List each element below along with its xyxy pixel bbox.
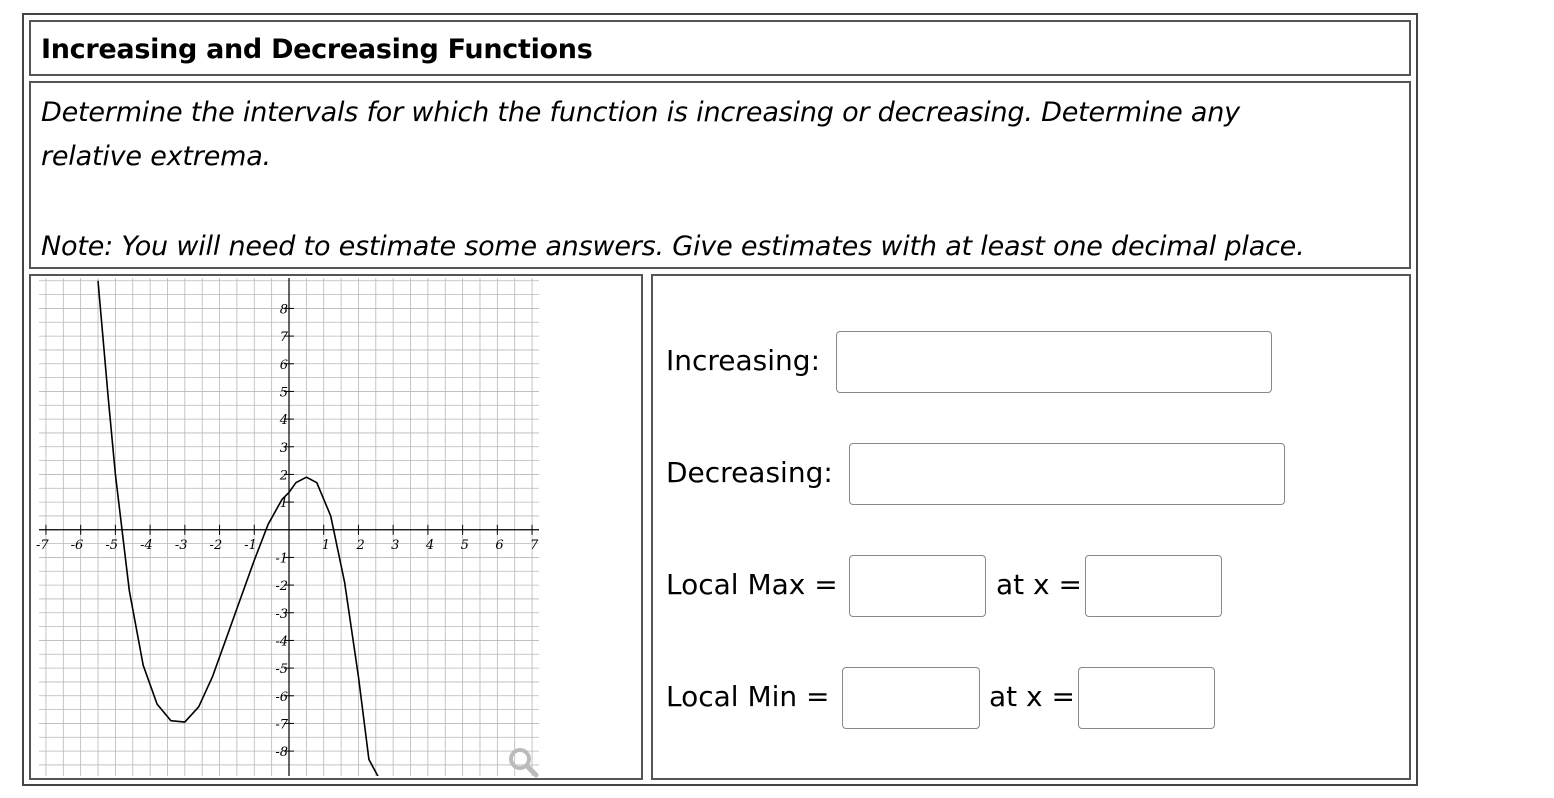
answer-cell (651, 274, 1411, 780)
x-tick-label: 6 (495, 537, 504, 553)
problem-container (22, 13, 1418, 786)
y-tick-label: -1 (275, 551, 288, 567)
local-max-label: Local Max = (666, 568, 838, 601)
local-min-label: Local Min = (666, 680, 830, 713)
y-tick-label: -5 (275, 662, 288, 678)
graph-cell (29, 274, 643, 780)
y-tick-label: -2 (275, 579, 288, 595)
x-tick-label: -3 (174, 537, 188, 553)
y-tick-label: 5 (279, 385, 288, 401)
increasing-label: Increasing: (666, 344, 820, 377)
y-tick-label: -4 (275, 634, 288, 650)
problem-instructions: Determine the intervals for which the function is increasing or decreasing. Determine any relative extrema. (41, 97, 1240, 172)
x-tick-label: 2 (356, 537, 365, 553)
local-min-at-x-label: at x = (989, 680, 1075, 713)
problem-title: Increasing and Decreasing Functions (41, 34, 593, 65)
function-graph (31, 276, 641, 778)
x-tick-label: 7 (530, 537, 539, 553)
y-tick-label: -7 (275, 717, 288, 733)
decreasing-input[interactable] (849, 443, 1285, 505)
y-tick-label: 7 (279, 330, 288, 346)
local-max-x-input[interactable] (1085, 555, 1222, 617)
x-tick-label: 5 (460, 537, 469, 553)
y-tick-label: 1 (279, 496, 288, 512)
decreasing-label: Decreasing: (666, 456, 833, 489)
x-tick-label: -6 (70, 537, 84, 553)
local-max-input[interactable] (849, 555, 986, 617)
title-cell (29, 20, 1411, 76)
y-tick-label: 8 (279, 302, 288, 318)
local-min-x-input[interactable] (1078, 667, 1215, 729)
y-tick-label: -6 (275, 689, 288, 705)
x-tick-label: -1 (244, 537, 257, 553)
prompt-cell (29, 81, 1411, 269)
x-tick-label: -4 (140, 537, 153, 553)
x-tick-label: -7 (35, 537, 49, 553)
y-tick-label: -3 (275, 606, 288, 622)
x-tick-label: -5 (105, 537, 119, 553)
local-max-at-x-label: at x = (996, 568, 1082, 601)
increasing-input[interactable] (836, 331, 1272, 393)
y-tick-label: 2 (279, 468, 288, 484)
magnifier-icon[interactable] (507, 746, 539, 778)
y-tick-label: 6 (279, 357, 288, 373)
y-tick-label: 4 (279, 413, 288, 429)
y-tick-label: 3 (279, 440, 288, 456)
x-tick-label: 4 (425, 537, 435, 553)
x-tick-label: 3 (391, 537, 400, 553)
y-tick-label: -8 (275, 745, 288, 761)
local-min-input[interactable] (842, 667, 980, 729)
x-tick-label: 1 (321, 537, 331, 553)
x-tick-label: -2 (209, 537, 223, 553)
problem-note: Note: You will need to estimate some answers. Give estimates with at least one decimal place. (41, 231, 1305, 262)
